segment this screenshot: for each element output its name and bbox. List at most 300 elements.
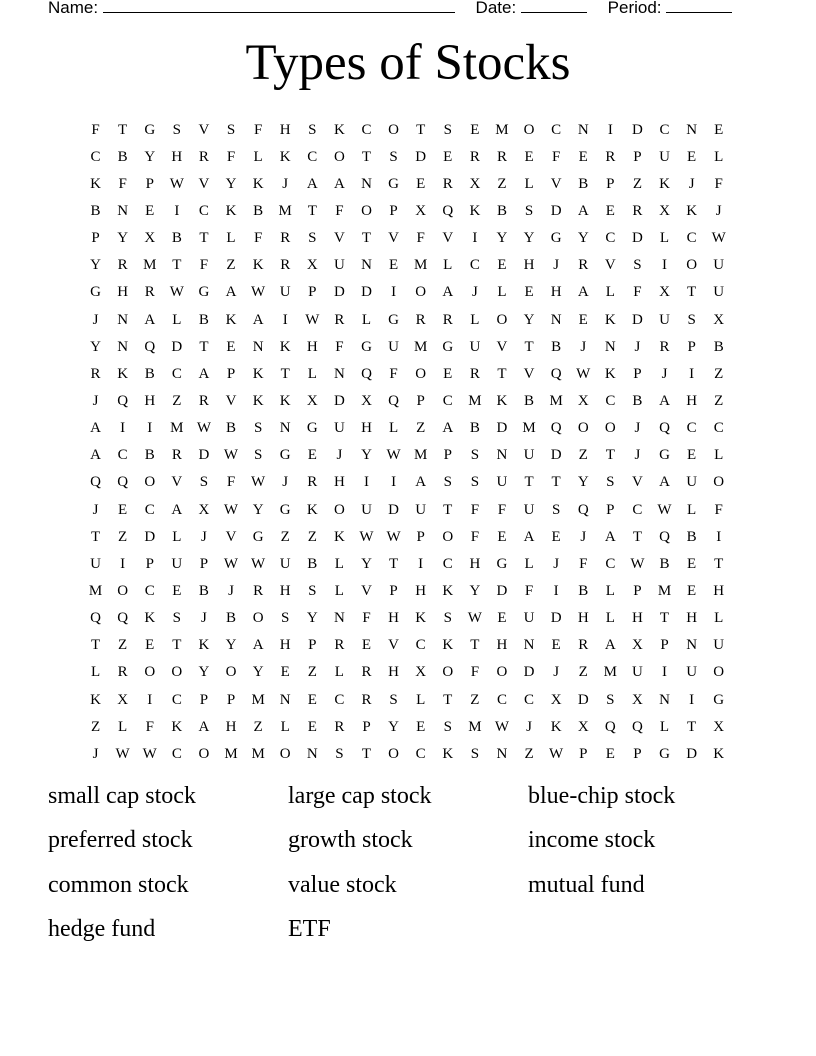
grid-letter[interactable]: P [145, 555, 154, 572]
grid-letter[interactable]: K [171, 718, 183, 735]
grid-letter[interactable]: A [604, 528, 616, 545]
grid-letter[interactable]: Z [307, 664, 317, 681]
grid-letter[interactable]: F [579, 555, 588, 572]
grid-letter[interactable]: J [634, 420, 641, 437]
grid-letter[interactable]: U [523, 610, 535, 627]
grid-letter[interactable]: W [467, 610, 482, 627]
grid-letter[interactable]: U [713, 257, 725, 274]
grid-letter[interactable]: F [91, 121, 100, 138]
grid-letter[interactable]: P [199, 691, 209, 708]
grid-letter[interactable]: L [416, 691, 426, 708]
grid-letter[interactable]: F [497, 501, 507, 518]
grid-letter[interactable]: Z [497, 175, 507, 192]
grid-letter[interactable]: C [605, 555, 616, 572]
grid-letter[interactable]: P [308, 284, 317, 301]
grid-letter[interactable]: R [198, 392, 209, 409]
grid-letter[interactable]: W [549, 745, 564, 762]
grid-letter[interactable]: E [605, 202, 615, 219]
grid-letter[interactable]: W [386, 447, 401, 464]
grid-letter[interactable]: N [686, 121, 698, 138]
grid-letter[interactable]: V [333, 230, 345, 247]
grid-letter[interactable]: E [497, 257, 507, 274]
grid-letter[interactable]: C [117, 447, 128, 464]
grid-letter[interactable]: Q [361, 365, 372, 382]
grid-letter[interactable]: O [171, 664, 183, 681]
grid-letter[interactable]: E [605, 745, 615, 762]
grid-letter[interactable]: F [199, 257, 209, 274]
grid-letter[interactable]: Y [523, 311, 535, 328]
grid-letter[interactable]: M [495, 121, 509, 138]
grid-letter[interactable]: Z [118, 637, 128, 654]
grid-letter[interactable]: P [416, 392, 425, 409]
grid-letter[interactable]: Y [252, 664, 264, 681]
grid-letter[interactable]: X [306, 257, 318, 274]
grid-letter[interactable]: H [171, 148, 183, 165]
grid-letter[interactable]: U [171, 555, 183, 572]
grid-letter[interactable]: A [333, 175, 345, 192]
grid-letter[interactable]: P [199, 555, 209, 572]
grid-letter[interactable]: N [306, 745, 318, 762]
grid-letter[interactable]: G [388, 175, 399, 192]
grid-letter[interactable]: S [633, 257, 642, 274]
grid-letter[interactable]: L [172, 311, 182, 328]
grid-letter[interactable]: H [686, 392, 698, 409]
grid-letter[interactable]: C [442, 555, 453, 572]
grid-letter[interactable]: B [171, 230, 182, 247]
grid-letter[interactable]: D [496, 582, 508, 599]
grid-letter[interactable]: X [306, 392, 318, 409]
grid-letter[interactable]: K [252, 175, 264, 192]
grid-letter[interactable]: F [470, 501, 480, 518]
grid-letter[interactable]: J [580, 338, 587, 355]
grid-letter[interactable]: U [713, 284, 725, 301]
grid-letter[interactable]: O [333, 148, 345, 165]
grid-letter[interactable]: R [632, 202, 643, 219]
grid-letter[interactable]: S [470, 474, 480, 491]
grid-letter[interactable]: E [145, 202, 155, 219]
grid-letter[interactable]: U [279, 284, 291, 301]
grid-letter[interactable]: C [361, 121, 372, 138]
grid-letter[interactable]: K [442, 745, 454, 762]
grid-letter[interactable]: K [90, 691, 101, 708]
grid-letter[interactable]: J [553, 555, 560, 572]
grid-letter[interactable]: O [279, 745, 291, 762]
grid-letter[interactable]: W [223, 555, 239, 572]
grid-letter[interactable]: I [418, 555, 424, 572]
grid-letter[interactable]: T [361, 148, 372, 165]
grid-letter[interactable]: R [415, 311, 426, 328]
grid-letter[interactable]: U [388, 338, 399, 355]
grid-letter[interactable]: L [443, 257, 453, 274]
grid-letter[interactable]: L [253, 148, 263, 165]
grid-letter[interactable]: X [713, 718, 725, 735]
grid-letter[interactable]: I [472, 230, 478, 247]
grid-letter[interactable]: O [442, 664, 454, 681]
grid-letter[interactable]: P [91, 230, 100, 247]
grid-letter[interactable]: S [443, 474, 452, 491]
grid-letter[interactable]: X [632, 691, 643, 708]
grid-letter[interactable]: K [469, 202, 481, 219]
grid-letter[interactable]: C [496, 691, 507, 708]
grid-letter[interactable]: C [686, 230, 697, 247]
grid-letter[interactable]: C [632, 501, 643, 518]
grid-letter[interactable]: B [686, 528, 697, 545]
grid-letter[interactable]: I [662, 664, 668, 681]
grid-letter[interactable]: P [226, 691, 236, 708]
grid-letter[interactable]: W [386, 528, 401, 545]
grid-letter[interactable]: Y [577, 230, 589, 247]
grid-letter[interactable]: O [713, 474, 725, 491]
grid-letter[interactable]: P [226, 365, 236, 382]
grid-letter[interactable]: E [416, 175, 426, 192]
grid-letter[interactable]: F [226, 148, 236, 165]
grid-letter[interactable]: N [279, 420, 291, 437]
grid-letter[interactable]: G [713, 691, 725, 708]
grid-letter[interactable]: O [604, 420, 616, 437]
grid-letter[interactable]: A [198, 718, 210, 735]
grid-letter[interactable]: I [282, 311, 288, 328]
grid-letter[interactable]: J [553, 664, 560, 681]
grid-letter[interactable]: N [577, 121, 589, 138]
grid-letter[interactable]: I [716, 528, 722, 545]
grid-letter[interactable]: R [578, 637, 589, 654]
grid-letter[interactable]: O [523, 121, 535, 138]
grid-letter[interactable]: O [388, 745, 399, 762]
grid-letter[interactable]: K [686, 202, 698, 219]
grid-letter[interactable]: T [118, 121, 128, 138]
date-blank-line[interactable] [521, 0, 587, 13]
grid-letter[interactable]: N [117, 311, 129, 328]
grid-letter[interactable]: X [577, 392, 589, 409]
grid-letter[interactable]: V [550, 175, 562, 192]
grid-letter[interactable]: C [144, 501, 155, 518]
grid-letter[interactable]: B [551, 338, 562, 355]
grid-letter[interactable]: F [470, 664, 480, 681]
grid-letter[interactable]: W [196, 420, 211, 437]
grid-letter[interactable]: R [280, 230, 291, 247]
grid-letter[interactable]: B [578, 582, 589, 599]
grid-letter[interactable]: Q [90, 474, 101, 491]
grid-letter[interactable]: G [144, 121, 156, 138]
grid-letter[interactable]: Y [496, 230, 508, 247]
grid-letter[interactable]: O [577, 420, 589, 437]
grid-letter[interactable]: Q [659, 528, 670, 545]
grid-letter[interactable]: F [362, 610, 371, 627]
grid-letter[interactable]: G [198, 284, 210, 301]
grid-letter[interactable]: D [361, 284, 372, 301]
grid-letter[interactable]: K [117, 365, 129, 382]
grid-letter[interactable]: F [714, 175, 723, 192]
grid-letter[interactable]: C [415, 637, 426, 654]
grid-letter[interactable]: Q [550, 420, 562, 437]
grid-letter[interactable]: M [603, 664, 617, 681]
grid-letter[interactable]: Z [90, 718, 101, 735]
grid-letter[interactable]: C [605, 230, 616, 247]
grid-letter[interactable]: X [713, 311, 725, 328]
grid-letter[interactable]: K [252, 257, 264, 274]
grid-letter[interactable]: H [550, 284, 562, 301]
grid-letter[interactable]: K [225, 311, 237, 328]
grid-letter[interactable]: W [251, 555, 266, 572]
grid-letter[interactable]: M [468, 392, 482, 409]
name-blank-line[interactable] [103, 0, 455, 13]
grid-letter[interactable]: T [199, 338, 209, 355]
grid-letter[interactable]: J [282, 474, 289, 491]
grid-letter[interactable]: E [687, 447, 697, 464]
period-blank-line[interactable] [666, 0, 732, 13]
grid-letter[interactable]: S [308, 121, 317, 138]
grid-letter[interactable]: V [198, 121, 210, 138]
grid-letter[interactable]: C [171, 365, 182, 382]
grid-letter[interactable]: P [633, 582, 642, 599]
grid-letter[interactable]: X [415, 202, 427, 219]
grid-letter[interactable]: Q [659, 420, 670, 437]
grid-letter[interactable]: B [198, 311, 209, 328]
grid-letter[interactable]: O [496, 311, 508, 328]
grid-letter[interactable]: E [578, 148, 588, 165]
grid-letter[interactable]: G [442, 338, 454, 355]
grid-letter[interactable]: A [415, 474, 427, 491]
grid-letter[interactable]: V [388, 637, 399, 654]
grid-letter[interactable]: D [550, 610, 562, 627]
grid-letter[interactable]: X [577, 718, 589, 735]
grid-letter[interactable]: O [117, 582, 129, 599]
grid-letter[interactable]: Y [306, 610, 318, 627]
grid-letter[interactable]: Z [280, 528, 290, 545]
grid-letter[interactable]: V [604, 257, 616, 274]
grid-letter[interactable]: T [280, 365, 290, 382]
grid-letter[interactable]: J [526, 718, 532, 735]
grid-letter[interactable]: N [279, 691, 291, 708]
grid-letter[interactable]: H [469, 555, 481, 572]
grid-letter[interactable]: K [144, 610, 156, 627]
grid-letter[interactable]: L [280, 718, 290, 735]
grid-letter[interactable]: I [607, 121, 613, 138]
grid-letter[interactable]: E [687, 582, 697, 599]
grid-letter[interactable]: T [416, 121, 426, 138]
grid-letter[interactable]: C [198, 202, 209, 219]
grid-letter[interactable]: J [471, 284, 478, 301]
grid-letter[interactable]: L [361, 311, 372, 328]
grid-letter[interactable]: R [117, 257, 128, 274]
grid-letter[interactable]: L [714, 610, 724, 627]
grid-letter[interactable]: K [550, 718, 562, 735]
grid-letter[interactable]: J [92, 745, 99, 762]
grid-letter[interactable]: Z [578, 447, 588, 464]
grid-letter[interactable]: Q [550, 365, 562, 382]
grid-letter[interactable]: V [225, 528, 237, 545]
grid-letter[interactable]: P [308, 637, 317, 654]
grid-letter[interactable]: Q [632, 718, 643, 735]
grid-letter[interactable]: G [659, 447, 670, 464]
grid-letter[interactable]: S [253, 447, 263, 464]
grid-letter[interactable]: P [416, 528, 425, 545]
grid-letter[interactable]: G [496, 555, 508, 572]
period-field[interactable] [608, 0, 733, 18]
grid-letter[interactable]: M [251, 691, 265, 708]
grid-letter[interactable]: O [198, 745, 210, 762]
grid-letter[interactable]: X [550, 691, 562, 708]
grid-letter[interactable]: F [470, 528, 480, 545]
grid-letter[interactable]: R [90, 365, 101, 382]
grid-letter[interactable]: P [145, 175, 154, 192]
grid-letter[interactable]: B [659, 555, 670, 572]
grid-letter[interactable]: A [171, 501, 183, 518]
grid-letter[interactable]: O [144, 664, 156, 681]
grid-letter[interactable]: R [442, 311, 453, 328]
grid-letter[interactable]: K [442, 582, 454, 599]
grid-letter[interactable]: Z [632, 175, 642, 192]
grid-letter[interactable]: P [660, 637, 669, 654]
grid-letter[interactable]: A [442, 284, 454, 301]
grid-letter[interactable]: T [361, 745, 372, 762]
grid-letter[interactable]: I [553, 582, 559, 599]
grid-letter[interactable]: U [90, 555, 101, 572]
grid-letter[interactable]: P [633, 365, 642, 382]
grid-letter[interactable]: W [142, 745, 157, 762]
grid-letter[interactable]: H [117, 284, 129, 301]
grid-letter[interactable]: T [470, 637, 480, 654]
grid-letter[interactable]: K [604, 311, 616, 328]
grid-letter[interactable]: R [605, 148, 616, 165]
grid-letter[interactable]: T [551, 474, 561, 491]
grid-letter[interactable]: I [147, 420, 153, 437]
grid-letter[interactable]: L [334, 582, 344, 599]
grid-letter[interactable]: E [497, 610, 507, 627]
grid-letter[interactable]: U [686, 664, 698, 681]
grid-letter[interactable]: I [662, 257, 668, 274]
grid-letter[interactable]: X [469, 175, 481, 192]
grid-letter[interactable]: R [253, 582, 264, 599]
grid-letter[interactable]: A [252, 311, 264, 328]
grid-letter[interactable]: G [279, 447, 291, 464]
grid-letter[interactable]: K [198, 637, 210, 654]
grid-letter[interactable]: S [443, 718, 452, 735]
grid-letter[interactable]: G [361, 338, 372, 355]
grid-letter[interactable]: E [714, 121, 724, 138]
grid-letter[interactable]: A [659, 474, 670, 491]
grid-letter[interactable]: A [604, 637, 616, 654]
grid-letter[interactable]: H [225, 718, 237, 735]
grid-letter[interactable]: D [496, 420, 508, 437]
grid-letter[interactable]: C [90, 148, 101, 165]
grid-letter[interactable]: U [279, 555, 291, 572]
grid-letter[interactable]: Y [117, 230, 129, 247]
grid-letter[interactable]: M [224, 745, 238, 762]
grid-letter[interactable]: W [576, 365, 591, 382]
grid-letter[interactable]: D [198, 447, 210, 464]
grid-letter[interactable]: X [632, 637, 643, 654]
grid-letter[interactable]: R [469, 365, 480, 382]
grid-letter[interactable]: X [198, 501, 210, 518]
grid-letter[interactable]: V [388, 230, 399, 247]
grid-letter[interactable]: Y [388, 718, 399, 735]
grid-letter[interactable]: E [551, 637, 561, 654]
grid-letter[interactable]: N [496, 745, 508, 762]
grid-letter[interactable]: D [632, 230, 643, 247]
grid-letter[interactable]: F [714, 501, 723, 518]
grid-letter[interactable]: M [468, 718, 482, 735]
grid-letter[interactable]: Z [172, 392, 182, 409]
grid-letter[interactable]: C [469, 257, 480, 274]
grid-letter[interactable]: E [145, 637, 155, 654]
grid-letter[interactable]: L [118, 718, 128, 735]
grid-letter[interactable]: T [714, 555, 724, 572]
grid-letter[interactable]: O [415, 284, 427, 301]
grid-letter[interactable]: R [496, 148, 507, 165]
grid-letter[interactable]: G [90, 284, 101, 301]
grid-letter[interactable]: H [577, 610, 589, 627]
grid-letter[interactable]: W [711, 230, 726, 247]
grid-letter[interactable]: N [117, 338, 129, 355]
grid-letter[interactable]: Y [469, 582, 481, 599]
grid-letter[interactable]: E [118, 501, 128, 518]
grid-letter[interactable]: A [225, 284, 237, 301]
grid-letter[interactable]: J [201, 610, 207, 627]
grid-letter[interactable]: D [523, 664, 535, 681]
grid-letter[interactable]: B [307, 555, 318, 572]
grid-letter[interactable]: H [632, 610, 643, 627]
grid-letter[interactable]: L [687, 501, 697, 518]
grid-letter[interactable]: K [604, 365, 616, 382]
grid-letter[interactable]: B [632, 392, 643, 409]
grid-letter[interactable]: J [688, 175, 695, 192]
grid-letter[interactable]: B [226, 420, 237, 437]
grid-letter[interactable]: X [415, 664, 427, 681]
grid-letter[interactable]: M [278, 202, 292, 219]
grid-letter[interactable]: O [361, 202, 372, 219]
grid-letter[interactable]: M [414, 447, 428, 464]
grid-letter[interactable]: C [307, 148, 318, 165]
grid-letter[interactable]: R [280, 257, 291, 274]
grid-letter[interactable]: Y [144, 148, 156, 165]
grid-letter[interactable]: E [524, 284, 534, 301]
grid-letter[interactable]: F [551, 148, 561, 165]
grid-letter[interactable]: E [524, 148, 534, 165]
grid-letter[interactable]: Y [361, 555, 372, 572]
grid-letter[interactable]: T [443, 691, 453, 708]
grid-letter[interactable]: O [225, 664, 237, 681]
grid-letter[interactable]: W [169, 175, 184, 192]
grid-letter[interactable]: C [171, 691, 182, 708]
grid-letter[interactable]: A [144, 311, 156, 328]
grid-letter[interactable]: C [171, 745, 182, 762]
grid-letter[interactable]: T [90, 528, 101, 545]
grid-letter[interactable]: N [361, 175, 372, 192]
grid-letter[interactable]: T [605, 447, 615, 464]
grid-letter[interactable]: G [388, 311, 399, 328]
grid-letter[interactable]: T [443, 501, 453, 518]
grid-letter[interactable]: O [388, 121, 399, 138]
grid-letter[interactable]: E [470, 121, 480, 138]
grid-letter[interactable]: E [416, 718, 426, 735]
grid-letter[interactable]: R [469, 148, 480, 165]
grid-letter[interactable]: F [253, 121, 263, 138]
grid-letter[interactable]: N [550, 311, 562, 328]
grid-letter[interactable]: N [523, 637, 535, 654]
grid-letter[interactable]: M [414, 338, 428, 355]
grid-letter[interactable]: W [251, 474, 266, 491]
grid-letter[interactable]: S [687, 311, 696, 328]
grid-letter[interactable]: Z [714, 392, 724, 409]
grid-letter[interactable]: L [605, 582, 615, 599]
grid-letter[interactable]: W [223, 447, 239, 464]
grid-letter[interactable]: K [252, 365, 264, 382]
grid-letter[interactable]: T [659, 610, 670, 627]
grid-letter[interactable]: S [470, 447, 480, 464]
grid-letter[interactable]: E [443, 365, 453, 382]
grid-letter[interactable]: Y [90, 338, 101, 355]
